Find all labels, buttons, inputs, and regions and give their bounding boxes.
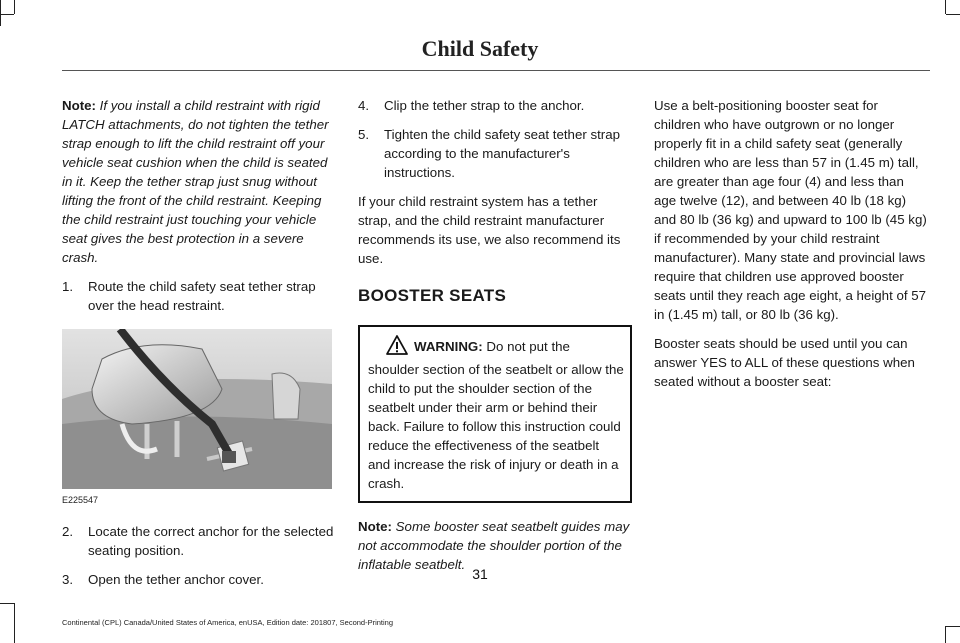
page-title: Child Safety (421, 36, 539, 61)
step-number: 5. (358, 127, 370, 142)
crop-mark (0, 0, 1, 26)
step-text: Route the child safety seat tether strap over the head restraint. (88, 279, 316, 313)
step-number: 4. (358, 98, 370, 113)
step-text: Tighten the child safety seat tether strap according to the manufacturer's instructions. (384, 127, 621, 180)
header-divider (62, 70, 930, 71)
step-text: Open the tether anchor cover. (88, 572, 264, 587)
step-number: 3. (62, 572, 74, 587)
tether-paragraph: If your child restraint system has a tether strap, and the child restraint manufacturer recommends its use, we also recommend its use. (358, 194, 621, 266)
booster-paragraph: Use a belt-positioning booster seat for children who have outgrown or no longer properly fit in a child safety seat (generally children who are less than 57 in (1.45 m) tall, are greater than age four (4) and less than age twelve (12), and between 40 lb (18 kg) and 80 lb (36 kg) and upward to 100 lb (45 kg) if recommended by your child restraint manufacturer). Many state and provincial laws require that children use approved booster seats until they reach age eight, a height of 57 in (1.45 m) tall, or 80 lb (36 kg). (654, 98, 927, 322)
crop-mark (14, 0, 15, 14)
note-text: If you install a child restraint with rigid LATCH attachments, do not tighten the tether strap enough to lift the child restraint off your vehicle seat cushion when the child is seated in it. Keep the tether strap just snug without lifting the front of the child restraint. Keeping the child restraint just touching your vehicle seat gives the best protection in a severe crash. (62, 98, 329, 265)
page-number: 31 (472, 566, 488, 582)
warning-label: WARNING: (414, 339, 483, 354)
note-paragraph (62, 96, 337, 267)
tether-strap-illustration (62, 329, 332, 489)
step-text: Locate the correct anchor for the selected seating position. (88, 524, 334, 558)
warning-icon (386, 335, 408, 360)
crop-mark (0, 603, 14, 604)
column-3 (654, 96, 928, 401)
note-label: Note: (358, 519, 392, 534)
step-5 (358, 125, 632, 182)
step-1 (62, 277, 337, 315)
note-label: Note: (62, 98, 96, 113)
crop-mark (14, 603, 15, 643)
warning-text: Do not put the shoulder section of the seatbelt or allow the child to put the shoulder section of the seatbelt under their arm or behind their back. Failure to follow this instruction could reduce the effectiveness of the seatbelt and increase the risk of injury or death in a crash. (368, 339, 624, 491)
crop-mark (945, 626, 946, 643)
step-text: Clip the tether strap to the anchor. (384, 98, 585, 113)
warning-box (358, 325, 632, 503)
section-heading: BOOSTER SEATS (358, 286, 507, 305)
head-restraint-illustration (62, 329, 332, 489)
step-number: 1. (62, 279, 74, 294)
figure-code: E225547 (62, 495, 99, 505)
step-2 (62, 522, 337, 560)
crop-mark (945, 0, 946, 14)
step-number: 2. (62, 524, 74, 539)
column-2 (358, 96, 632, 584)
booster-questions-intro: Booster seats should be used until you can answer YES to ALL of these questions when seated without a booster seat: (654, 336, 915, 389)
note-text: Some booster seat seatbelt guides may not accommodate the shoulder portion of the inflatable seatbelt. (358, 519, 630, 572)
crop-mark (0, 14, 14, 15)
crop-mark (946, 626, 960, 627)
column-1 (62, 96, 337, 599)
crop-mark (946, 14, 960, 15)
step-4 (358, 96, 632, 115)
footer-edition: Continental (CPL) Canada/United States of America, enUSA, Edition date: 201807, Second-Printing (62, 618, 394, 627)
